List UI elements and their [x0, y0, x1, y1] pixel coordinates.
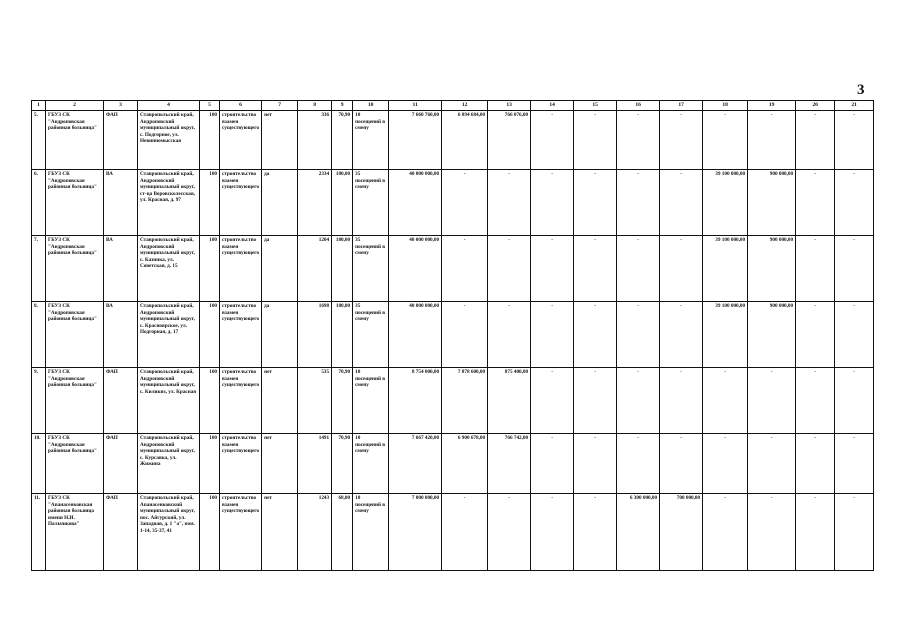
table-cell: 35 посещений в смену	[353, 170, 389, 236]
table-cell: строительство взамен существующего	[220, 111, 262, 170]
table-cell: 10.	[32, 434, 46, 494]
column-header: 13	[488, 101, 531, 111]
table-cell: -	[835, 434, 874, 494]
table-cell: -	[660, 111, 703, 170]
table-cell: 875 400,00	[488, 368, 531, 434]
table-cell: 7 667 420,00	[389, 434, 442, 494]
page-number: 3	[857, 82, 865, 98]
table-cell: 100	[200, 368, 220, 434]
table-cell: ВА	[104, 236, 138, 302]
table-cell: -	[617, 170, 660, 236]
table-cell: да	[262, 236, 298, 302]
table-cell: 39 100 000,00	[703, 236, 748, 302]
table-cell: ГБУЗ СК "Андроповская районная больница"	[46, 302, 104, 368]
table-cell: ГБУЗ СК "Андроповская районная больница"	[46, 434, 104, 494]
table-cell: 1491	[298, 434, 332, 494]
table-cell: 1698	[298, 302, 332, 368]
table-cell: -	[835, 111, 874, 170]
table-cell: -	[531, 434, 574, 494]
table-cell: 766 742,00	[488, 434, 531, 494]
table-body	[32, 101, 874, 571]
table-cell: строительство взамен существующего	[220, 236, 262, 302]
table-cell: -	[574, 111, 617, 170]
table-cell: -	[703, 368, 748, 434]
table-cell: Ставропольский край, Апанасенковский муниципальный округ, пос. Айгурский, ул. Западная, д. 1 "а", пом. 1-14, 35-37, 41	[138, 494, 200, 571]
column-header: 20	[796, 101, 835, 111]
table-cell: -	[748, 434, 796, 494]
table-cell: Ставропольский край, Андроповский муниципальный округ, с. Казинка, ул. Советская, д. 15	[138, 236, 200, 302]
table-cell: нет	[262, 434, 298, 494]
table-cell: -	[574, 170, 617, 236]
table-cell: 39 100 000,00	[703, 170, 748, 236]
table-cell: ГБУЗ СК "Андроповская районная больница"	[46, 170, 104, 236]
table-cell: нет	[262, 494, 298, 571]
table-cell: строительство взамен существующего	[220, 302, 262, 368]
table-cell: -	[660, 368, 703, 434]
table-cell: нет	[262, 111, 298, 170]
column-header: 4	[138, 101, 200, 111]
table-cell: 40 000 000,00	[389, 236, 442, 302]
table-cell: ВА	[104, 302, 138, 368]
table-cell: -	[442, 494, 488, 571]
table-cell: нет	[262, 368, 298, 434]
table-cell: 68,00	[332, 494, 353, 571]
table-cell: -	[748, 368, 796, 434]
table-row	[32, 494, 874, 571]
table-cell: -	[531, 368, 574, 434]
header-row	[32, 101, 874, 111]
table-cell: 766 076,00	[488, 111, 531, 170]
table-cell: 6 894 684,00	[442, 111, 488, 170]
table-cell: -	[531, 302, 574, 368]
table-cell: 180,00	[332, 170, 353, 236]
table-cell: -	[574, 494, 617, 571]
table-row	[32, 302, 874, 368]
table-cell: -	[660, 302, 703, 368]
table-cell: -	[835, 302, 874, 368]
table-cell: строительство взамен существующего	[220, 170, 262, 236]
table-row	[32, 368, 874, 434]
table-cell: 10 посещений в смену	[353, 368, 389, 434]
table-cell: 7 660 760,00	[389, 111, 442, 170]
table-cell: да	[262, 302, 298, 368]
table-cell: -	[796, 494, 835, 571]
table-cell: ГБУЗ СК "Андроповская районная больница"	[46, 236, 104, 302]
table-cell: 900 000,00	[748, 170, 796, 236]
table-cell: 100	[200, 236, 220, 302]
table-cell: -	[488, 236, 531, 302]
table-cell: 100	[200, 434, 220, 494]
table-cell: -	[531, 494, 574, 571]
table-cell: -	[531, 236, 574, 302]
column-header: 19	[748, 101, 796, 111]
table-cell: 70,90	[332, 434, 353, 494]
table-cell: да	[262, 170, 298, 236]
table-cell: -	[660, 236, 703, 302]
table-cell: 100	[200, 170, 220, 236]
table-cell: 10 посещений в смену	[353, 111, 389, 170]
column-header: 1	[32, 101, 46, 111]
table-cell: 11.	[32, 494, 46, 571]
table-cell: 535	[298, 368, 332, 434]
table-cell: -	[488, 302, 531, 368]
table-cell: Ставропольский край, Андроповский муниципальный округ, с. Киликиз, ул. Красная	[138, 368, 200, 434]
table-cell: ФАП	[104, 111, 138, 170]
table-cell: 900 000,00	[748, 236, 796, 302]
column-header: 11	[389, 101, 442, 111]
table-cell: 100	[200, 494, 220, 571]
table-row	[32, 236, 874, 302]
table-cell: -	[796, 111, 835, 170]
table-cell: ФАП	[104, 494, 138, 571]
column-header: 2	[46, 101, 104, 111]
table-cell: -	[617, 368, 660, 434]
table-cell: 7.	[32, 236, 46, 302]
table-row	[32, 434, 874, 494]
table-cell: Ставропольский край, Андроповский муниципальный округ, ст-ца Воровсколесская, ул. Красная, д. 97	[138, 170, 200, 236]
table-cell: -	[442, 236, 488, 302]
table-cell: 70,90	[332, 111, 353, 170]
table-cell: -	[796, 302, 835, 368]
table-row	[32, 111, 874, 170]
table-cell: 39 100 000,00	[703, 302, 748, 368]
table-cell: 7 878 600,00	[442, 368, 488, 434]
table-cell: -	[703, 111, 748, 170]
column-header: 21	[835, 101, 874, 111]
table-cell: 100	[200, 302, 220, 368]
column-header: 6	[220, 101, 262, 111]
table-cell: Ставропольский край, Андроповский муниципальный округ, с. Подгорное, ул. Невинномысская	[138, 111, 200, 170]
table-cell: -	[796, 170, 835, 236]
table-cell: -	[574, 368, 617, 434]
table-cell: ФАП	[104, 434, 138, 494]
table-cell: -	[442, 170, 488, 236]
column-header: 12	[442, 101, 488, 111]
table-cell: -	[660, 170, 703, 236]
table-cell: 700 000,00	[660, 494, 703, 571]
table-cell: строительство взамен существующего	[220, 494, 262, 571]
table-cell: 8 754 000,00	[389, 368, 442, 434]
table-cell: строительство взамен существующего	[220, 434, 262, 494]
table-cell: -	[835, 368, 874, 434]
table-cell: -	[442, 302, 488, 368]
table-cell: -	[617, 302, 660, 368]
table-cell: -	[617, 111, 660, 170]
table-cell: ФАП	[104, 368, 138, 434]
table-cell: 10 посещений в смену	[353, 434, 389, 494]
table-cell: 35 посещений в смену	[353, 236, 389, 302]
column-header: 9	[332, 101, 353, 111]
table-cell: 6 900 678,00	[442, 434, 488, 494]
column-header: 16	[617, 101, 660, 111]
table-cell: 40 000 000,00	[389, 170, 442, 236]
table-cell: -	[574, 302, 617, 368]
table-cell: 70,90	[332, 368, 353, 434]
column-header: 7	[262, 101, 298, 111]
table-cell: -	[748, 111, 796, 170]
table-cell: 6 300 000,00	[617, 494, 660, 571]
table-cell: -	[574, 236, 617, 302]
table-cell: 100	[200, 111, 220, 170]
table-cell: ГБУЗ СК "Апанасенковская районная больница имени Н.И. Пальчикова"	[46, 494, 104, 571]
table-cell: 1204	[298, 236, 332, 302]
column-header: 18	[703, 101, 748, 111]
table-cell: -	[531, 170, 574, 236]
table-cell: 9.	[32, 368, 46, 434]
table-cell: -	[574, 434, 617, 494]
table-cell: ВА	[104, 170, 138, 236]
table-cell: -	[748, 494, 796, 571]
column-header: 8	[298, 101, 332, 111]
column-header: 5	[200, 101, 220, 111]
table-cell: 900 000,00	[748, 302, 796, 368]
table-cell: -	[796, 434, 835, 494]
table-cell: -	[488, 170, 531, 236]
table-cell: -	[617, 236, 660, 302]
table-cell: 5.	[32, 111, 46, 170]
column-header: 3	[104, 101, 138, 111]
table-cell: 1243	[298, 494, 332, 571]
table-cell: 180,00	[332, 302, 353, 368]
table-cell: Ставропольский край, Андроповский муниципальный округ, с. Красноярское, ул. Подгорная, д. 17	[138, 302, 200, 368]
column-header: 15	[574, 101, 617, 111]
table-cell: -	[703, 494, 748, 571]
table-cell: 6.	[32, 170, 46, 236]
data-table	[31, 100, 874, 571]
table-cell: строительство взамен существующего	[220, 368, 262, 434]
table-cell: 180,00	[332, 236, 353, 302]
table-cell: Ставропольский край, Андроповский муниципальный округ, с. Курсавка, ул. Жижина	[138, 434, 200, 494]
table-cell: 10 посещений в смену	[353, 494, 389, 571]
column-header: 14	[531, 101, 574, 111]
column-header: 10	[353, 101, 389, 111]
table-cell: 8.	[32, 302, 46, 368]
table-row	[32, 170, 874, 236]
table-cell: -	[835, 494, 874, 571]
table-cell: 35 посещений в смену	[353, 302, 389, 368]
table-cell: -	[617, 434, 660, 494]
table-cell: ГБУЗ СК "Андроповская районная больница"	[46, 111, 104, 170]
column-header: 17	[660, 101, 703, 111]
table-cell: -	[796, 236, 835, 302]
table-cell: -	[488, 494, 531, 571]
table-cell: 2334	[298, 170, 332, 236]
table-cell: 40 000 000,00	[389, 302, 442, 368]
table-cell: 7 000 000,00	[389, 494, 442, 571]
table-cell: 336	[298, 111, 332, 170]
table-cell: -	[835, 236, 874, 302]
table-cell: -	[660, 434, 703, 494]
table-cell: ГБУЗ СК "Андроповская районная больница"	[46, 368, 104, 434]
table-cell: -	[531, 111, 574, 170]
table-cell: -	[796, 368, 835, 434]
table-cell: -	[703, 434, 748, 494]
table-cell: -	[835, 170, 874, 236]
